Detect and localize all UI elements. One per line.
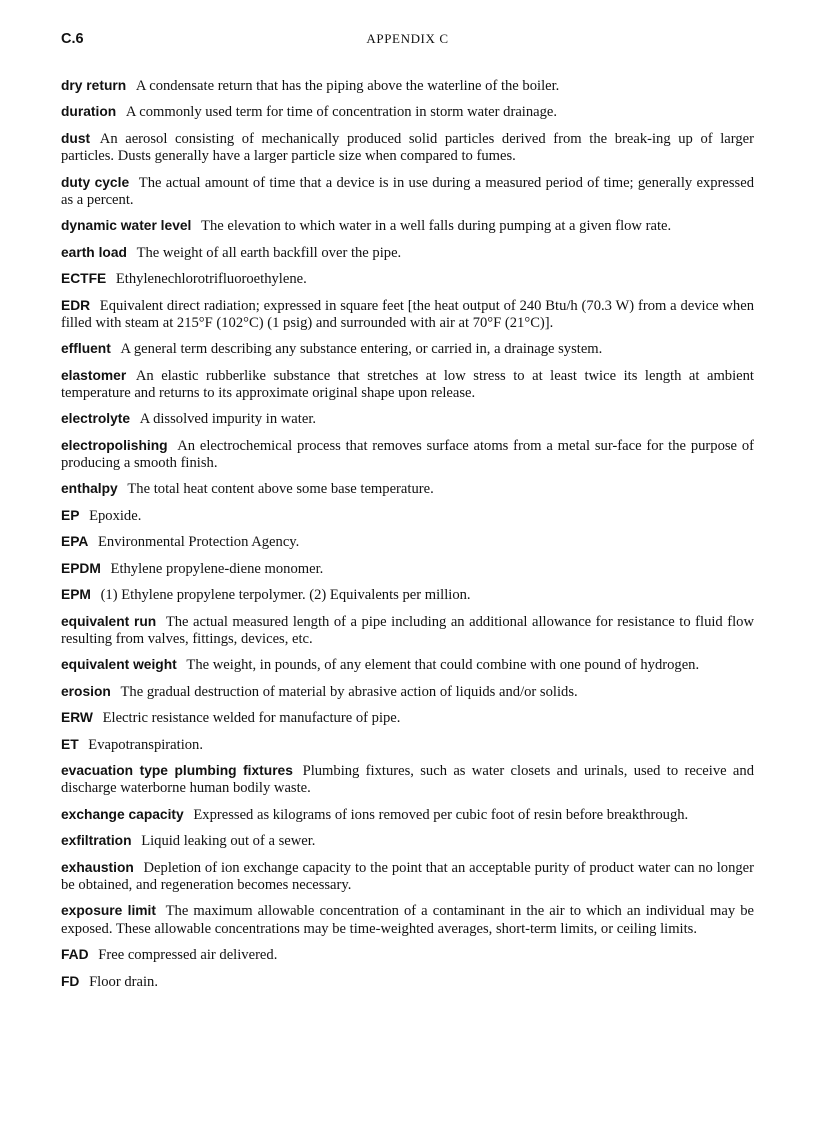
glossary-entry	[61, 174, 754, 209]
glossary-definition: Liquid leaking out of a sewer.	[141, 833, 316, 850]
glossary-definition: A commonly used term for time of concentration in storm water drainage.	[125, 104, 558, 121]
glossary-term: effluent	[61, 341, 111, 357]
glossary-term: dust	[61, 130, 91, 146]
glossary-term: electrolyte	[61, 411, 131, 427]
glossary-entry	[61, 806, 754, 824]
glossary-term: FD	[61, 973, 80, 989]
glossary-definition: An aerosol consisting of mechanically produced solid particles derived from the break-ing up of larger particles. Dusts generally have a larger particle size when compared to fumes.	[61, 130, 754, 165]
glossary-definition: Ethylene propylene-diene monomer.	[110, 560, 324, 577]
glossary-definition: Electric resistance welded for manufacture of pipe.	[102, 710, 401, 727]
glossary-entry	[61, 77, 754, 95]
glossary-entry	[61, 410, 754, 428]
glossary-definition: The weight, in pounds, of any element that could combine with one pound of hydrogen.	[186, 657, 700, 674]
glossary-term: FAD	[61, 947, 89, 963]
glossary-definition: The elevation to which water in a well falls during pumping at a given flow rate.	[201, 218, 672, 235]
page-number: C.6	[61, 31, 84, 47]
glossary-definition: An electrochemical process that removes surface atoms from a metal sur-face for the purpose of producing a smooth finish.	[61, 437, 754, 471]
glossary-definition: The actual measured length of a pipe including an additional allowance for resistance to fluid flow resulting from valves, fittings, devices, etc.	[61, 613, 754, 647]
glossary-term: EP	[61, 507, 80, 523]
glossary-definition: A condensate return that has the piping above the waterline of the boiler.	[135, 78, 560, 94]
glossary-definition: Equivalent direct radiation; expressed in square feet [the heat output of 240 Btu/h (70.3 W) from a device when filled with steam at 215°F (102°C) (1 psig) and surrounded with air at 70°F (21°C)].	[61, 297, 754, 331]
glossary-definition: The gradual destruction of material by abrasive action of liquids and/or solids.	[120, 683, 578, 700]
glossary-entry	[61, 683, 754, 701]
glossary-entry	[61, 859, 754, 894]
glossary-entry	[61, 507, 754, 525]
glossary-term: exchange capacity	[61, 806, 184, 822]
glossary-term: EPA	[61, 534, 89, 550]
page-title: APPENDIX C	[366, 31, 449, 46]
glossary-term: EPM	[61, 587, 91, 603]
glossary-entry	[61, 270, 754, 288]
glossary-entry	[61, 340, 754, 358]
glossary-definition: The total heat content above some base temperature.	[127, 481, 434, 498]
glossary-term: EPDM	[61, 560, 101, 576]
page-header	[61, 28, 754, 50]
glossary-entry	[61, 656, 754, 674]
glossary-term: elastomer	[61, 367, 127, 383]
glossary-term: duration	[61, 104, 117, 120]
glossary-definition: An elastic rubberlike substance that stretches at low stress to at least twice its length at ambient temperature and returns to its approximate original shape upon release.	[61, 367, 754, 401]
glossary-term: electropolishing	[61, 437, 168, 453]
glossary-entry	[61, 437, 754, 472]
glossary-term: ET	[61, 736, 79, 752]
glossary-entry	[61, 560, 754, 578]
glossary-term: erosion	[61, 683, 111, 699]
glossary-entry	[61, 736, 754, 754]
glossary-term: earth load	[61, 244, 127, 260]
glossary-entry	[61, 480, 754, 498]
glossary-definition: A dissolved impurity in water.	[139, 411, 317, 428]
glossary-definition: The maximum allowable concentration of a contaminant in the air to which an individual may be exposed. These allowable concentrations may be time-weighted averages, short-term limits, or ceiling limits.	[61, 903, 754, 937]
glossary-definition: Plumbing fixtures, such as water closets and urinals, used to receive and discharge waterborne human bodily waste.	[61, 763, 754, 797]
glossary-entry	[61, 709, 754, 727]
glossary-term: ECTFE	[61, 271, 107, 287]
glossary-term: duty cycle	[61, 174, 130, 190]
glossary-definition: (1) Ethylene propylene terpolymer. (2) Equivalents per million.	[100, 587, 471, 604]
glossary-term: exfiltration	[61, 833, 132, 849]
glossary-term: exposure limit	[61, 903, 156, 919]
glossary-term: enthalpy	[61, 481, 118, 497]
glossary-entry	[61, 946, 754, 964]
glossary-entry	[61, 832, 754, 850]
glossary-definition: Environmental Protection Agency.	[98, 534, 300, 551]
glossary-definition: Floor drain.	[89, 973, 158, 990]
glossary-entry	[61, 973, 754, 991]
glossary-entry	[61, 244, 754, 262]
glossary-definition: The weight of all earth backfill over the pipe.	[136, 244, 402, 261]
glossary-definition: Evapotranspiration.	[88, 736, 203, 753]
glossary-definition: Epoxide.	[89, 507, 142, 524]
glossary-term: EDR	[61, 297, 91, 313]
glossary-entry	[61, 533, 754, 551]
glossary-term: dry return	[61, 78, 127, 93]
glossary-definition: The actual amount of time that a device is in use during a measured period of time; generally expressed as a percent.	[61, 174, 755, 208]
glossary-definition: Depletion of ion exchange capacity to the point that an acceptable purity of product water can no longer be obtained, and regeneration becomes necessary.	[61, 859, 754, 893]
glossary-definition: Expressed as kilograms of ions removed per cubic foot of resin before breakthrough.	[193, 806, 689, 823]
glossary-entries	[61, 77, 754, 999]
glossary-entry	[61, 297, 754, 332]
glossary-term: equivalent run	[61, 613, 157, 629]
glossary-entry	[61, 217, 754, 235]
glossary-entry	[61, 762, 754, 797]
glossary-entry	[61, 367, 754, 402]
glossary-definition: Ethylenechlorotrifluoroethylene.	[115, 271, 307, 288]
glossary-definition: A general term describing any substance entering, or carried in, a drainage system.	[120, 341, 603, 358]
glossary-term: evacuation type plumbing fixtures	[61, 763, 293, 779]
glossary-term: ERW	[61, 710, 93, 726]
glossary-term: dynamic water level	[61, 218, 192, 234]
glossary-entry	[61, 613, 754, 648]
glossary-entry	[61, 902, 754, 937]
glossary-definition: Free compressed air delivered.	[98, 947, 278, 964]
glossary-entry	[61, 103, 754, 121]
glossary-term: exhaustion	[61, 859, 134, 875]
glossary-term: equivalent weight	[61, 657, 177, 673]
glossary-entry	[61, 586, 754, 604]
glossary-entry	[61, 130, 754, 165]
